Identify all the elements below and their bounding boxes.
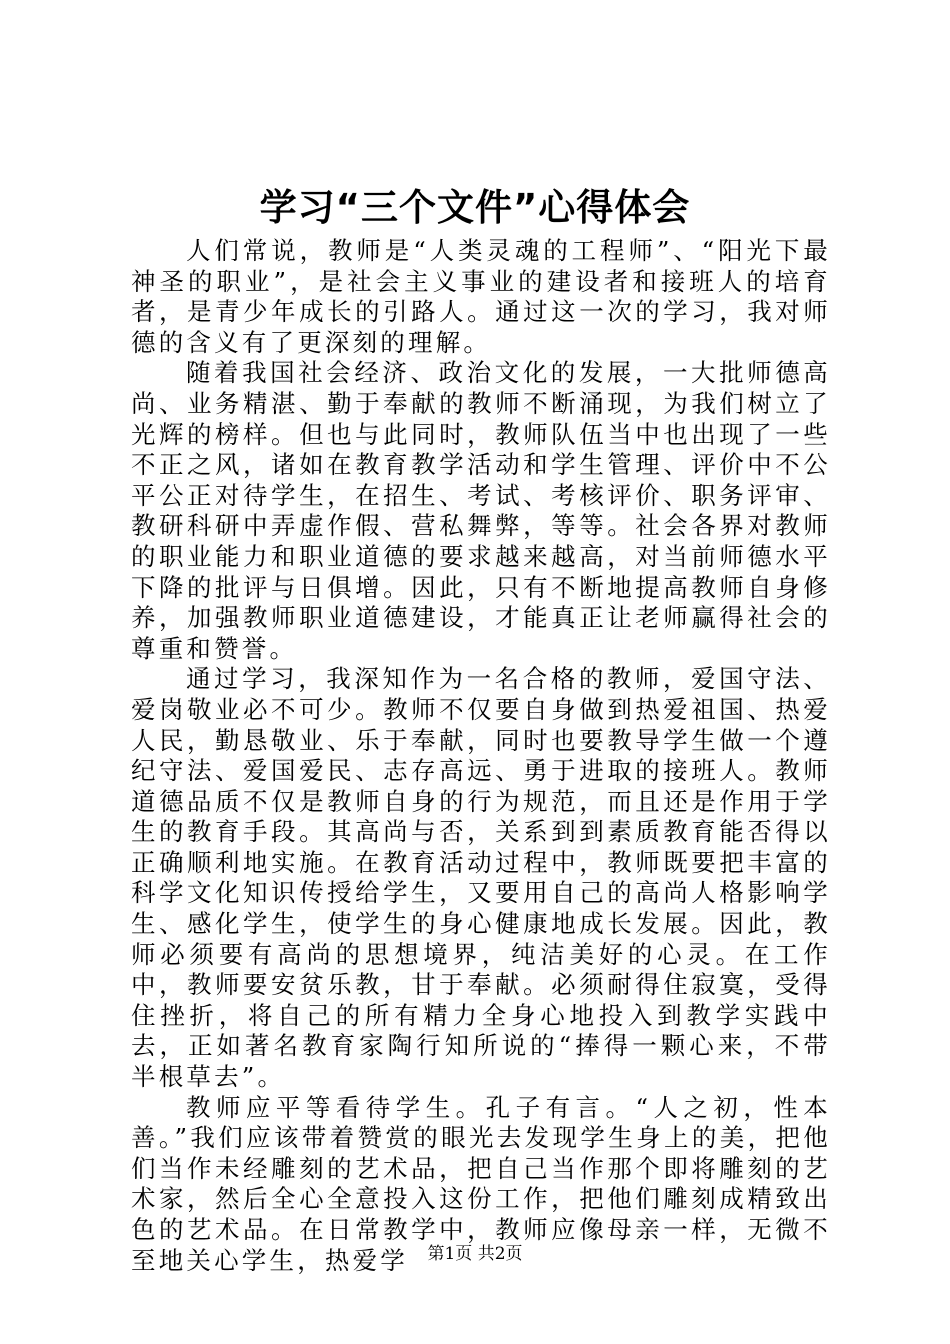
paragraph: 人们常说，教师是“人类灵魂的工程师”、“阳光下最神圣的职业”，是社会主义事业的建设者和接班人的培育者，是青少年成长的引路人。通过这一次的学习，我对师德的含义有了更深刻的理解。 <box>131 236 831 357</box>
document-title: 学习“三个文件”心得体会 <box>259 186 691 229</box>
paragraph: 通过学习，我深知作为一名合格的教师，爱国守法、爱岗敬业必不可少。教师不仅要自身做到热爱祖国、热爱人民，勤恳敬业、乐于奉献，同时也要教导学生做一个遵纪守法、爱国爱民、志存高远、勇于进取的接班人。教师道德品质不仅是教师自身的行为规范，而且还是作用于学生的教育手段。其高尚与否，关系到到素质教育能否得以正确顺利地实施。在教育活动过程中，教师既要把丰富的科学文化知识传授给学生，又要用自己的高尚人格影响学生、感化学生，使学生的身心健康地成长发展。因此，教师必须要有高尚的思想境界，纯洁美好的心灵。在工作中，教师要安贫乐教，甘于奉献。必须耐得住寂寞，受得住挫折，将自己的所有精力全身心地投入到教学实践中去，正如著名教育家陶行知所说的“捧得一颗心来，不带半根草去”。 <box>131 664 831 1092</box>
paragraph: 教师应平等看待学生。孔子有言。“人之初，性本善。”我们应该带着赞赏的眼光去发现学生身上的美，把他们当作未经雕刻的艺术品，把自己当作那个即将雕刻的艺术家，然后全心全意投入这份工作，把他们雕刻成精致出色的艺术品。在日常教学中，教师应像母亲一样，无微不至地关心学生，热爱学 <box>131 1092 831 1275</box>
page-number-footer: 第1页 共2页 <box>427 1244 523 1264</box>
paragraph: 随着我国社会经济、政治文化的发展，一大批师德高尚、业务精湛、勤于奉献的教师不断涌现，为我们树立了光辉的榜样。但也与此同时，教师队伍当中也出现了一些不正之风，诸如在教育教学活动和学生管理、评价中不公平公正对待学生，在招生、考试、考核评价、职务评审、教研科研中弄虚作假、营私舞弊，等等。社会各界对教师的职业能力和职业道德的要求越来越高，对当前师德水平下降的批评与日俱增。因此，只有不断地提高教师自身修养，加强教师职业道德建设，才能真正让老师赢得社会的尊重和赞誉。 <box>131 358 831 663</box>
document-body <box>131 236 831 1276</box>
